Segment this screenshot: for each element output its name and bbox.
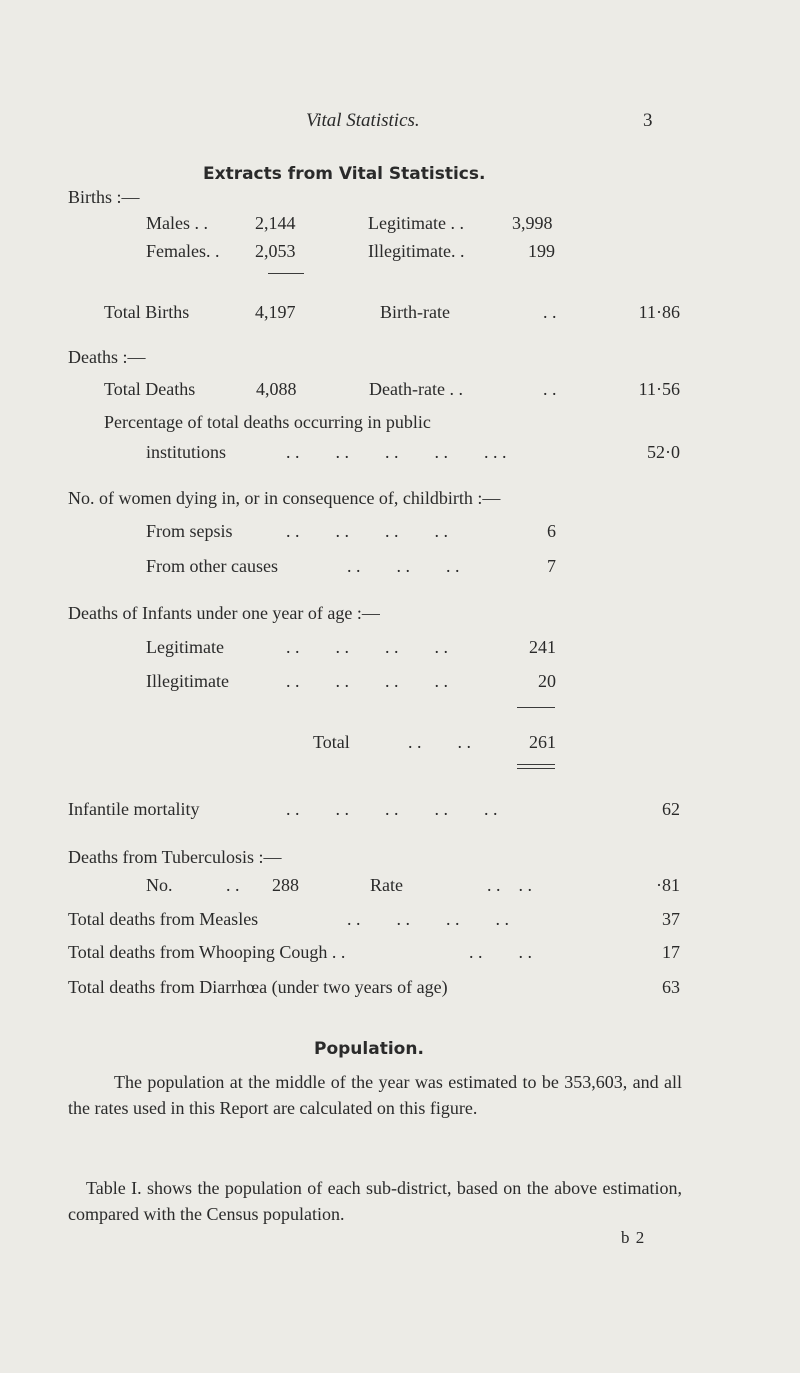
infants-sum-rule bbox=[517, 707, 555, 708]
infantile-mortality-label: Infantile mortality bbox=[68, 799, 200, 819]
infants-legitimate-label: Legitimate bbox=[146, 637, 224, 657]
births-label: Births :— bbox=[68, 187, 140, 207]
tb-rate-dots: . . . . bbox=[487, 875, 532, 895]
total-deaths-value: 4,088 bbox=[256, 379, 297, 399]
infants-label: Deaths of Infants under one year of age :— bbox=[68, 603, 380, 623]
infants-total-double-rule-bottom bbox=[517, 768, 555, 769]
tb-rate-value: ·81 bbox=[656, 875, 680, 895]
percentage-line-2: institutions bbox=[146, 442, 227, 462]
measles-label: Total deaths from Measles bbox=[68, 909, 259, 929]
extracts-heading: Extracts from Vital Statistics. bbox=[203, 164, 486, 184]
legitimate-births-value: 3,998 bbox=[512, 213, 553, 233]
population-paragraph-2: Table I. shows the population of each sub-district, based on the above estimation, compared with the Census population. bbox=[68, 1178, 682, 1224]
running-title: Vital Statistics. bbox=[306, 110, 420, 131]
males-value: 2,144 bbox=[255, 213, 296, 233]
percentage-value: 52·0 bbox=[647, 442, 680, 462]
infantile-mortality-dots: . . . . . . . . . . bbox=[286, 799, 498, 819]
signature-mark: b 2 bbox=[621, 1228, 646, 1247]
percentage-line-1: Percentage of total deaths occurring in public bbox=[104, 412, 431, 432]
infants-legitimate-value: 241 bbox=[529, 637, 556, 657]
males-label: Males . . bbox=[146, 213, 208, 233]
death-rate-label: Death-rate . . bbox=[369, 379, 463, 399]
infants-illegitimate-value: 20 bbox=[538, 671, 556, 691]
deaths-label: Deaths :— bbox=[68, 347, 146, 367]
other-causes-label: From other causes bbox=[146, 556, 278, 576]
infants-total-double-rule-top bbox=[517, 764, 555, 765]
infants-total-dots: . . . . bbox=[408, 732, 471, 752]
sepsis-dots: . . . . . . . . bbox=[286, 521, 448, 541]
diarrhoea-value: 63 bbox=[662, 977, 680, 997]
tuberculosis-label: Deaths from Tuberculosis :— bbox=[68, 847, 282, 867]
population-paragraph-1: The population at the middle of the year was estimated to be 353,603, and all the rates used in this Report are calculated on this figure. bbox=[68, 1072, 682, 1118]
measles-value: 37 bbox=[662, 909, 680, 929]
other-causes-dots: . . . . . . bbox=[347, 556, 460, 576]
infants-illegitimate-dots: . . . . . . . . bbox=[286, 671, 448, 691]
tb-no-value: 288 bbox=[272, 875, 299, 895]
birth-rate-dots: . . bbox=[543, 302, 557, 322]
diarrhoea-label: Total deaths from Diarrhœa (under two years of age) bbox=[68, 977, 448, 997]
infantile-mortality-value: 62 bbox=[662, 799, 680, 819]
birth-rate-label: Birth-rate bbox=[380, 302, 450, 322]
total-deaths-label: Total Deaths bbox=[104, 379, 196, 399]
infants-legitimate-dots: . . . . . . . . bbox=[286, 637, 448, 657]
other-causes-value: 7 bbox=[547, 556, 556, 576]
tb-no-dots: . . bbox=[226, 875, 240, 895]
infants-illegitimate-label: Illegitimate bbox=[146, 671, 229, 691]
total-births-value: 4,197 bbox=[255, 302, 296, 322]
whooping-cough-dots: . . . . bbox=[469, 942, 532, 962]
sepsis-value: 6 bbox=[547, 521, 556, 541]
illegitimate-births-label: Illegitimate. . bbox=[368, 241, 465, 261]
tb-no-label: No. bbox=[146, 875, 173, 895]
infants-total-value: 261 bbox=[529, 732, 556, 752]
females-label: Females. . bbox=[146, 241, 220, 261]
tb-rate-label: Rate bbox=[370, 875, 403, 895]
birth-rate-value: 11·86 bbox=[638, 302, 680, 322]
illegitimate-births-value: 199 bbox=[528, 241, 555, 261]
whooping-cough-label: Total deaths from Whooping Cough . . bbox=[68, 942, 346, 962]
childbirth-label: No. of women dying in, or in consequence of, childbirth :— bbox=[68, 488, 501, 508]
infants-total-label: Total bbox=[313, 732, 350, 752]
measles-dots: . . . . . . . . bbox=[347, 909, 509, 929]
death-rate-value: 11·56 bbox=[638, 379, 680, 399]
females-value: 2,053 bbox=[255, 241, 296, 261]
sepsis-label: From sepsis bbox=[146, 521, 233, 541]
whooping-cough-value: 17 bbox=[662, 942, 680, 962]
births-sum-rule bbox=[268, 273, 304, 274]
legitimate-births-label: Legitimate . . bbox=[368, 213, 464, 233]
population-heading: Population. bbox=[314, 1039, 424, 1059]
death-rate-dots: . . bbox=[543, 379, 557, 399]
page-number: 3 bbox=[643, 110, 653, 131]
percentage-dots: . . . . . . . . . . . bbox=[286, 442, 507, 462]
total-births-label: Total Births bbox=[104, 302, 190, 322]
